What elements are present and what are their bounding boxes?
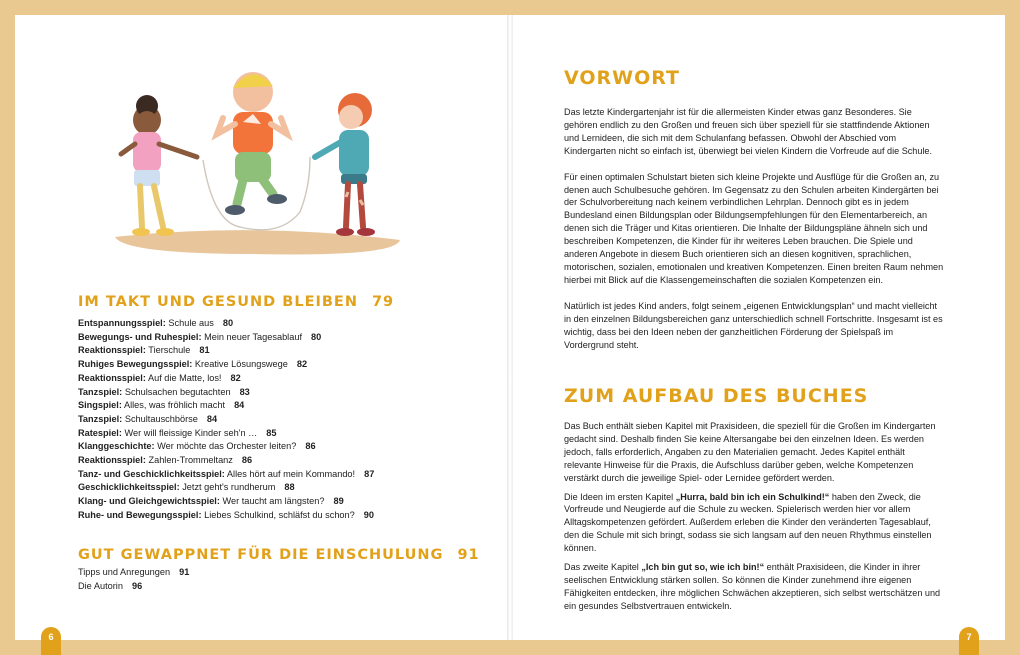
toc-entry[interactable] [78, 344, 374, 358]
paragraph-text: enthält Praxisideen, die Kinder in ihrer seelischen Entwicklung stärken sollen. So können die Kinder zunehmend ihre eigenen Fähigkeiten entdecken, ihre möglichen Schwächen akzeptieren, sich selbst wertschätzen und ein gesundes Selbstvertrauen entwickeln. [564, 562, 941, 611]
toc-entry-type: Tanz- und Geschicklichkeitsspiel: [78, 468, 225, 479]
toc-entry-title: Wer möchte das Orchester leiten? [157, 441, 297, 452]
toc-entry-page: 96 [131, 580, 143, 591]
page-number-left: 6 [41, 627, 61, 655]
toc-section-page: 79 [371, 294, 395, 310]
aufbau-heading: ZUM AUFBAU DES BUCHES [564, 385, 869, 407]
paragraph: Natürlich ist jedes Kind anders, folgt seinem „eigenen Entwicklungsplan“ und macht vielleicht in den einzelnen Bildungsbereichen ganz unterschiedlich schnell Fortschritte. Insgesamt ist es wichtig, dass bei den Ideen neben der ganzheitlichen Förderung der Spielspaß im Vordergrund steht. [564, 300, 943, 350]
toc-entry-page: 87 [364, 468, 375, 479]
toc-section-page: 91 [457, 547, 480, 563]
toc-entry[interactable] [78, 331, 374, 345]
children-jump-rope-illustration [105, 62, 405, 262]
toc-entry-page: 82 [296, 359, 308, 370]
paragraph: Das letzte Kindergartenjahr ist für die allermeisten Kinder etwas ganz Besonderes. Sie gehören endlich zu den Großen und freuen sich über speziell für sie stattfindende Aktionen und Lernideen, die sich mit dem Schulanfang befassen. Obwohl der Abschied vom Kindergarten nicht so einfach ist, überwiegt bei vielen Kindern die Vorfreude auf die Schule. [564, 107, 933, 156]
toc-entry-type: Entspannungsspiel: [78, 318, 166, 328]
toc-entry-type: Ratespiel: [78, 427, 122, 438]
toc-entry[interactable] [78, 580, 189, 594]
chapter-title: „Ich bin gut so, wie ich bin!“ [641, 562, 765, 573]
toc-entry[interactable] [78, 317, 374, 331]
toc-entry-type: Klang- und Gleichgewichtsspiel: [78, 496, 220, 507]
toc-entry-page: 80 [311, 331, 322, 342]
toc-entry-page: 83 [239, 386, 250, 397]
paragraph: Für einen optimalen Schulstart bieten sich kleine Projekte und Ausflüge für die Großen an, zu denen auch Schulbesuche gehören. Im Gegensatz zu den Schulen arbeiten Kindergärten bei der Schulvorbereitung nach keinem verbindlichen Lehrplan. Dennoch gibt es in jedem Bundesland einen Bildungsplan oder Bildungsempfehlungen für den Elementarbereich, an denen sich die Träger und Kitas orientieren. Die Inhalte der Bildungspläne ähneln sich und beschreiben Kompetenzen, die Kinder für ihr weiteres Leben brauchen. Die Spiele und anderen Angebote in diesem Buch orientieren sich an diesen kognitiven, sprachlichen, motorischen, sozialen, emotionalen und kreativen Kompetenzen. Einen breiten Raum nehmen hierbei mit Blick auf die Klassengemeinschaften die sozialen Kompetenzen ein. [564, 171, 944, 285]
toc-entry-type: Singspiel: [78, 400, 122, 411]
toc-entry[interactable] [78, 454, 374, 468]
toc-entry-title: Wer taucht am längsten? [222, 496, 325, 507]
page-number-right: 7 [959, 627, 979, 655]
toc-entry[interactable] [78, 495, 374, 509]
toc-entry-title: Kreative Lösungswege [194, 359, 288, 370]
toc-entry-type: Bewegungs- und Ruhespiel: [78, 331, 202, 342]
toc-entry-type: Klanggeschichte: [78, 441, 155, 452]
toc-entry[interactable] [78, 413, 374, 427]
toc-entry-page: 81 [199, 345, 210, 356]
toc-entry-type: Reaktionsspiel: [78, 372, 146, 383]
toc-entry[interactable] [78, 566, 189, 580]
book-gutter [507, 15, 513, 640]
toc-list [78, 566, 189, 593]
toc-entry-type: Ruhiges Bewegungsspiel: [78, 359, 193, 370]
toc-entry-page: 91 [179, 567, 190, 577]
toc-entry-title: Auf die Matte, los! [147, 372, 222, 383]
toc-entry[interactable] [78, 399, 374, 413]
toc-entry-page: 80 [222, 318, 234, 328]
toc-entry-title: Schule aus [168, 318, 214, 328]
toc-entry-type: Tanzspiel: [78, 386, 123, 397]
toc-entry-page: 82 [230, 372, 241, 383]
paragraph-text: Das zweite Kapitel [564, 562, 642, 573]
toc-entry-title: Schultauschbörse [124, 413, 198, 424]
toc-entry-page: 85 [266, 427, 277, 438]
paragraph-text: haben den Zweck, die Vorfreude und Neugierde auf die Schule zu wecken. Spielerisch werden hier vor allem Alltagskompetenzen gefördert. Außerdem erleben die Kinder den veränderten Tagesablauf, den die Schule mit sich bringt, sodass sie sich langsam auf den neuen Rhythmus einstellen können. [564, 491, 932, 554]
aufbau-text [564, 420, 944, 613]
toc-entry-title: Tipps und Anregungen [78, 567, 171, 577]
toc-section-title: GUT GEWAPPNET FÜR DIE EINSCHULUNG [78, 547, 444, 563]
toc-entry-page: 90 [363, 509, 374, 520]
toc-entry[interactable] [78, 481, 374, 495]
toc-entry-type: Reaktionsspiel: [78, 455, 146, 466]
toc-section-heading [78, 547, 480, 563]
toc-entry-title: Zahlen-Trommeltanz [148, 455, 233, 466]
toc-entry[interactable] [78, 358, 374, 372]
chapter-title: „Hurra, bald bin ich ein Schulkind!“ [675, 491, 830, 502]
paragraph [564, 491, 944, 556]
toc-entry[interactable] [78, 468, 374, 482]
toc-entry-title: Alles hört auf mein Kommando! [226, 468, 356, 479]
toc-entry-title: Die Autorin [78, 580, 123, 591]
toc-entry-page: 84 [234, 400, 245, 411]
toc-entry-type: Tanzspiel: [78, 413, 123, 424]
paragraph-text: Die Ideen im ersten Kapitel [564, 491, 676, 502]
toc-entry-type: Ruhe- und Bewegungsspiel: [78, 509, 202, 520]
toc-entry[interactable] [78, 386, 374, 400]
toc-entry[interactable] [78, 427, 374, 441]
toc-section-heading [78, 294, 394, 310]
toc-entry-page: 89 [333, 496, 344, 507]
toc-entry-title: Mein neuer Tagesablauf [204, 331, 302, 342]
toc-entry-title: Alles, was fröhlich macht [123, 400, 226, 411]
toc-entry-title: Schulsachen begutachten [124, 386, 231, 397]
toc-entry[interactable] [78, 372, 374, 386]
vorwort-text [564, 106, 944, 351]
toc-entry-page: 84 [206, 413, 218, 424]
vorwort-heading: VORWORT [564, 67, 680, 89]
toc-entry-page: 88 [284, 482, 295, 493]
toc-section-title: IM TAKT UND GESUND BLEIBEN [78, 294, 358, 310]
toc-entry[interactable] [78, 440, 374, 454]
paragraph [564, 561, 944, 613]
toc-list [78, 317, 374, 523]
toc-entry-title: Tierschule [148, 345, 191, 356]
toc-entry[interactable] [78, 509, 374, 523]
toc-entry-title: Wer will fleissige Kinder seh'n … [124, 427, 258, 438]
toc-entry-type: Reaktionsspiel: [78, 345, 146, 356]
toc-entry-page: 86 [305, 441, 316, 452]
toc-entry-page: 86 [241, 455, 253, 466]
toc-entry-title: Liebes Schulkind, schläfst du schon? [204, 509, 355, 520]
toc-entry-title: Jetzt geht's rundherum [182, 482, 276, 493]
toc-entry-type: Geschicklichkeitsspiel: [78, 482, 180, 493]
paragraph: Das Buch enthält sieben Kapitel mit Praxisideen, die speziell für die Großen im Kindergarten gedacht sind. Deshalb finden Sie keine Altersangabe bei den einzelnen Ideen. Es werden jedoch, falls erforderlich, Angaben zu den Materialien gemacht. Jedes Kapitel enthält relevante Hinweise für die Praxis, die Aufschluss darüber geben, welche Kompetenzen verstärkt durch die jeweilige Spiel- oder Lernidee gefördert werden. [564, 421, 936, 483]
